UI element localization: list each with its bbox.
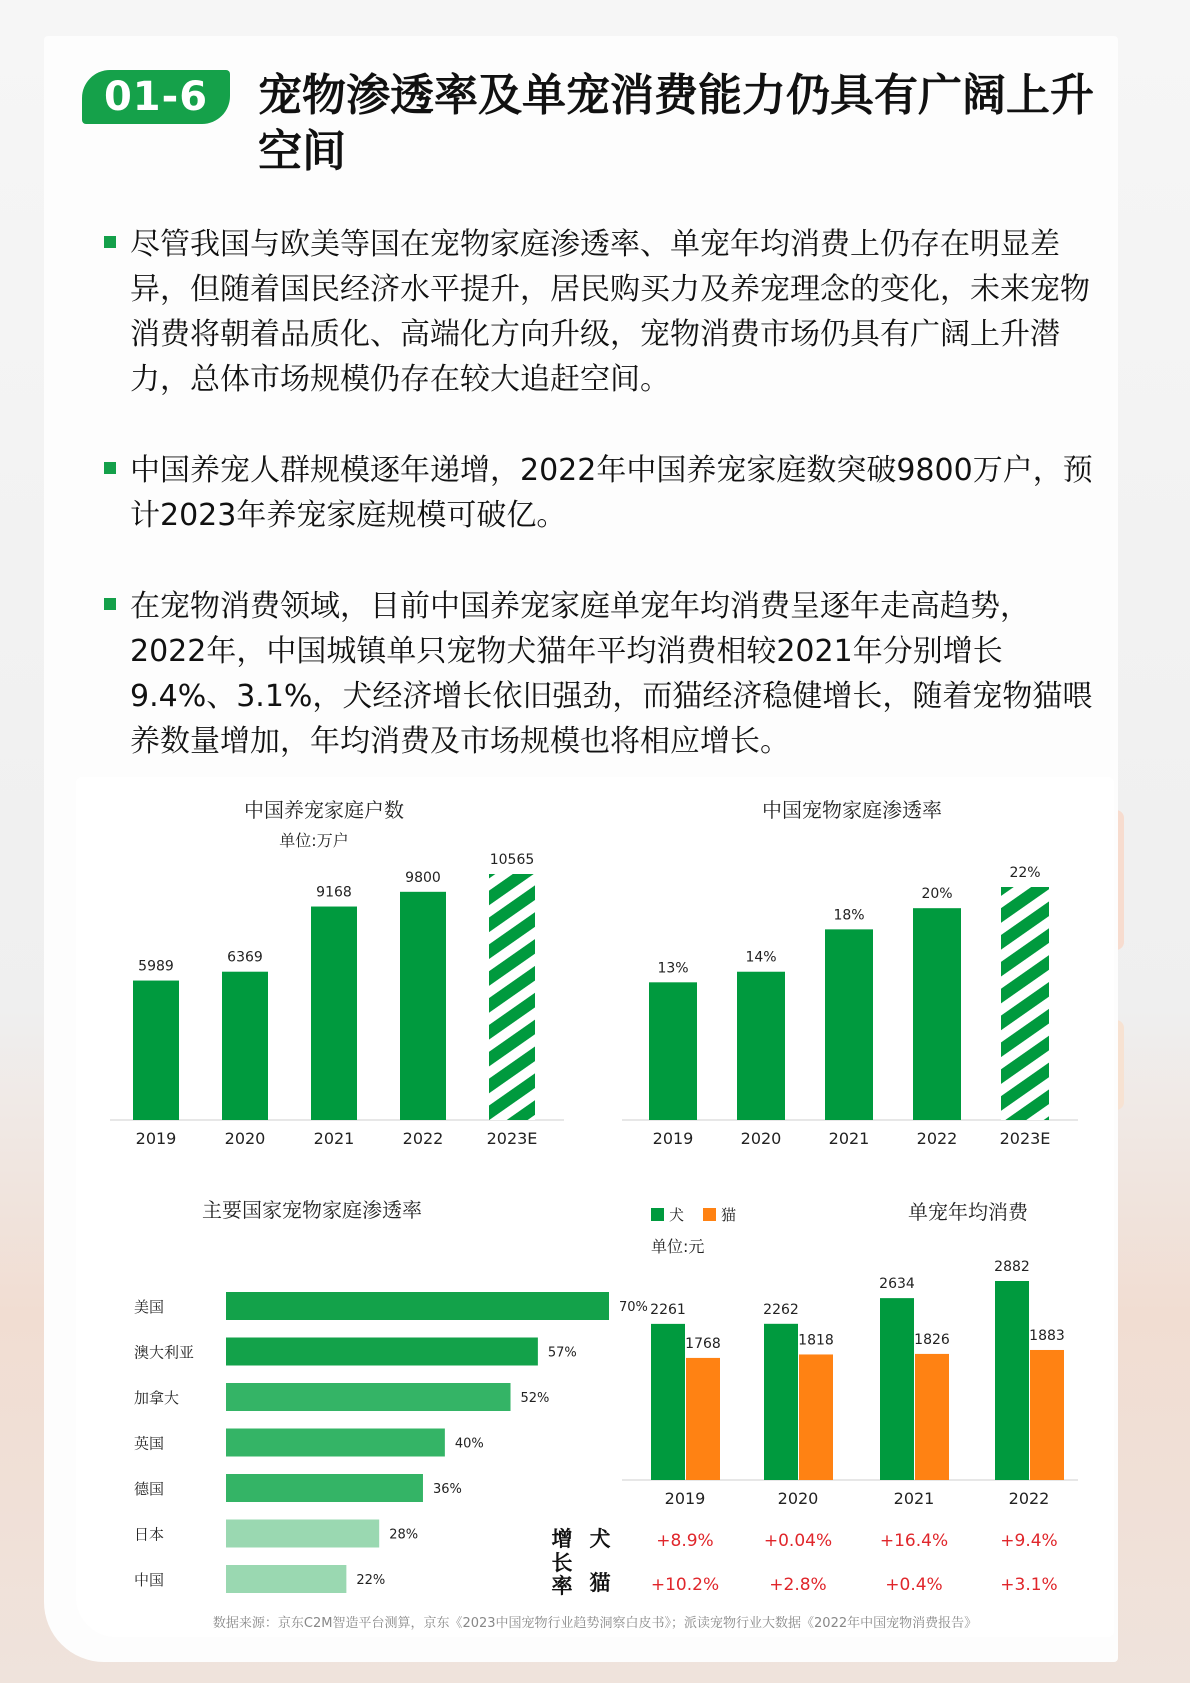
category-label: 2020	[224, 1129, 266, 1148]
growth-label: 增	[551, 1527, 573, 1551]
chart-bar	[400, 892, 446, 1120]
legend-swatch	[651, 1208, 664, 1221]
growth-value: +8.9%	[656, 1531, 714, 1551]
source-note: 数据来源：京东C2M智造平台测算，京东《2023中国宠物行业趋势洞察白皮书》；派读宠物行业大数据《2022年中国宠物消费报告》	[212, 1616, 978, 1631]
category-label: 2023E	[486, 1129, 538, 1148]
growth-value: +16.4%	[879, 1531, 949, 1551]
data-label: 70%	[619, 1300, 648, 1315]
data-label: 2261	[650, 1301, 686, 1318]
data-label: 2634	[879, 1276, 915, 1293]
growth-value: +0.04%	[763, 1531, 833, 1551]
growth-value: +2.8%	[769, 1575, 827, 1595]
category-label: 2021	[313, 1129, 355, 1148]
chart-title: 中国养宠家庭户数	[244, 798, 404, 822]
data-label: 13%	[657, 960, 689, 977]
category-label: 英国	[134, 1434, 165, 1453]
category-label: 2020	[777, 1489, 819, 1508]
chart-bar	[1030, 1350, 1064, 1480]
chart-bar	[915, 1354, 949, 1480]
data-label: 2882	[994, 1259, 1030, 1275]
data-label: 20%	[921, 886, 953, 903]
category-label: 澳大利亚	[134, 1343, 195, 1362]
data-label: 1826	[914, 1331, 950, 1348]
category-label: 德国	[134, 1480, 165, 1498]
section-badge: 01-6	[82, 70, 230, 124]
chart-bar	[913, 908, 961, 1120]
chart-bar	[995, 1281, 1029, 1480]
chart-title: 中国宠物家庭渗透率	[762, 798, 942, 822]
category-label: 2019	[664, 1489, 706, 1508]
data-label: 9168	[316, 884, 352, 901]
chart-bar	[226, 1565, 346, 1593]
category-label: 2022	[402, 1129, 444, 1148]
chart-bar	[311, 907, 357, 1120]
data-label: 1818	[798, 1332, 834, 1349]
legend-label: 犬	[669, 1206, 685, 1224]
data-label: 22%	[356, 1573, 386, 1588]
data-label: 5989	[138, 958, 174, 975]
chart-bar	[651, 1324, 685, 1480]
category-label: 2021	[893, 1489, 935, 1508]
chart-bar	[880, 1298, 914, 1480]
category-label: 2021	[828, 1129, 870, 1148]
bullet-text: 中国养宠人群规模逐年递增，2022年中国养宠家庭数突破9800万户，预计2023年养宠家庭规模可破亿。	[130, 453, 1093, 533]
category-label: 2023E	[999, 1129, 1051, 1148]
chart-bar	[737, 972, 785, 1120]
legend-swatch	[703, 1208, 716, 1221]
chart-title: 单宠年均消费	[908, 1200, 1028, 1224]
data-label: 2262	[763, 1301, 799, 1318]
charts-svg	[76, 777, 1114, 1637]
category-label: 2022	[1008, 1489, 1050, 1508]
growth-label: 率	[551, 1574, 573, 1598]
chart-bar	[686, 1358, 720, 1480]
chart-bar	[226, 1383, 511, 1411]
chart-bar	[799, 1354, 833, 1480]
bullet-text: 在宠物消费领域，目前中国养宠家庭单宠年均消费呈逐年走高趋势，2022年，中国城镇单只宠物犬猫年平均消费相较2021年分别增长9.4%、3.1%，犬经济增长依旧强劲，而猫经济稳健增长，随着宠物猫喂养数量增加，年均消费及市场规模也将相应增长。	[130, 589, 1093, 759]
growth-value: +0.4%	[885, 1575, 943, 1595]
category-label: 2022	[916, 1129, 958, 1148]
data-label: 9800	[405, 869, 441, 886]
data-label: 18%	[833, 907, 865, 924]
data-label: 36%	[432, 1482, 462, 1497]
chart-bar-estimated	[489, 874, 535, 1120]
chart-title: 主要国家宠物家庭渗透率	[202, 1198, 422, 1222]
category-label: 日本	[134, 1525, 165, 1544]
chart-bar	[764, 1324, 798, 1480]
chart-bar	[226, 1292, 609, 1320]
data-label: 28%	[389, 1527, 419, 1543]
bullet-text: 尽管我国与欧美等国在宠物家庭渗透率、单宠年均消费上仍存在明显差异，但随着国民经济水平提升，居民购买力及养宠理念的变化，未来宠物消费将朝着品质化、高端化方向升级，宠物消费市场仍具有广阔上升潜力，总体市场规模仍存在较大追赶空间。	[130, 227, 1090, 397]
bullet-item	[104, 448, 1094, 538]
growth-value: +3.1%	[1000, 1575, 1058, 1595]
chart-unit: 单位:元	[651, 1237, 705, 1256]
data-label: 52%	[520, 1391, 550, 1406]
chart-bar	[226, 1429, 445, 1457]
legend-label: 猫	[721, 1206, 737, 1224]
data-label: 14%	[745, 949, 777, 966]
category-label: 2019	[652, 1129, 694, 1148]
data-label: 57%	[547, 1345, 577, 1361]
chart-bar	[226, 1474, 423, 1502]
data-label: 40%	[454, 1436, 484, 1452]
chart-bar-estimated	[1001, 887, 1049, 1120]
bullet-marker	[104, 462, 116, 474]
chart-bar	[649, 982, 697, 1120]
category-label: 加拿大	[134, 1389, 180, 1407]
chart-bar	[226, 1338, 538, 1366]
category-label: 2019	[135, 1129, 177, 1148]
charts-panel	[76, 777, 1114, 1637]
growth-row-label: 犬	[589, 1527, 611, 1551]
bullet-marker	[104, 236, 116, 248]
data-label: 22%	[1009, 865, 1041, 881]
growth-label: 长	[551, 1551, 573, 1575]
data-label: 1883	[1029, 1327, 1065, 1344]
chart-bar	[133, 981, 179, 1120]
data-label: 6369	[227, 949, 263, 966]
chart-unit: 单位:万户	[279, 831, 349, 850]
chart-bar	[825, 929, 873, 1120]
bullet-marker	[104, 598, 116, 610]
growth-value: +9.4%	[1000, 1531, 1058, 1551]
category-label: 美国	[134, 1298, 165, 1316]
data-label: 1768	[685, 1335, 721, 1352]
page-title: 宠物渗透率及单宠消费能力仍具有广阔上升空间	[258, 70, 1094, 177]
growth-row-label: 猫	[589, 1571, 611, 1595]
data-label: 10565	[489, 852, 535, 868]
chart-bar	[226, 1520, 379, 1548]
category-label: 2020	[740, 1129, 782, 1148]
bullet-item	[104, 584, 1094, 764]
growth-value: +10.2%	[650, 1575, 720, 1595]
chart-bar	[222, 972, 268, 1120]
category-label: 中国	[134, 1571, 165, 1589]
bullet-item	[104, 222, 1094, 402]
